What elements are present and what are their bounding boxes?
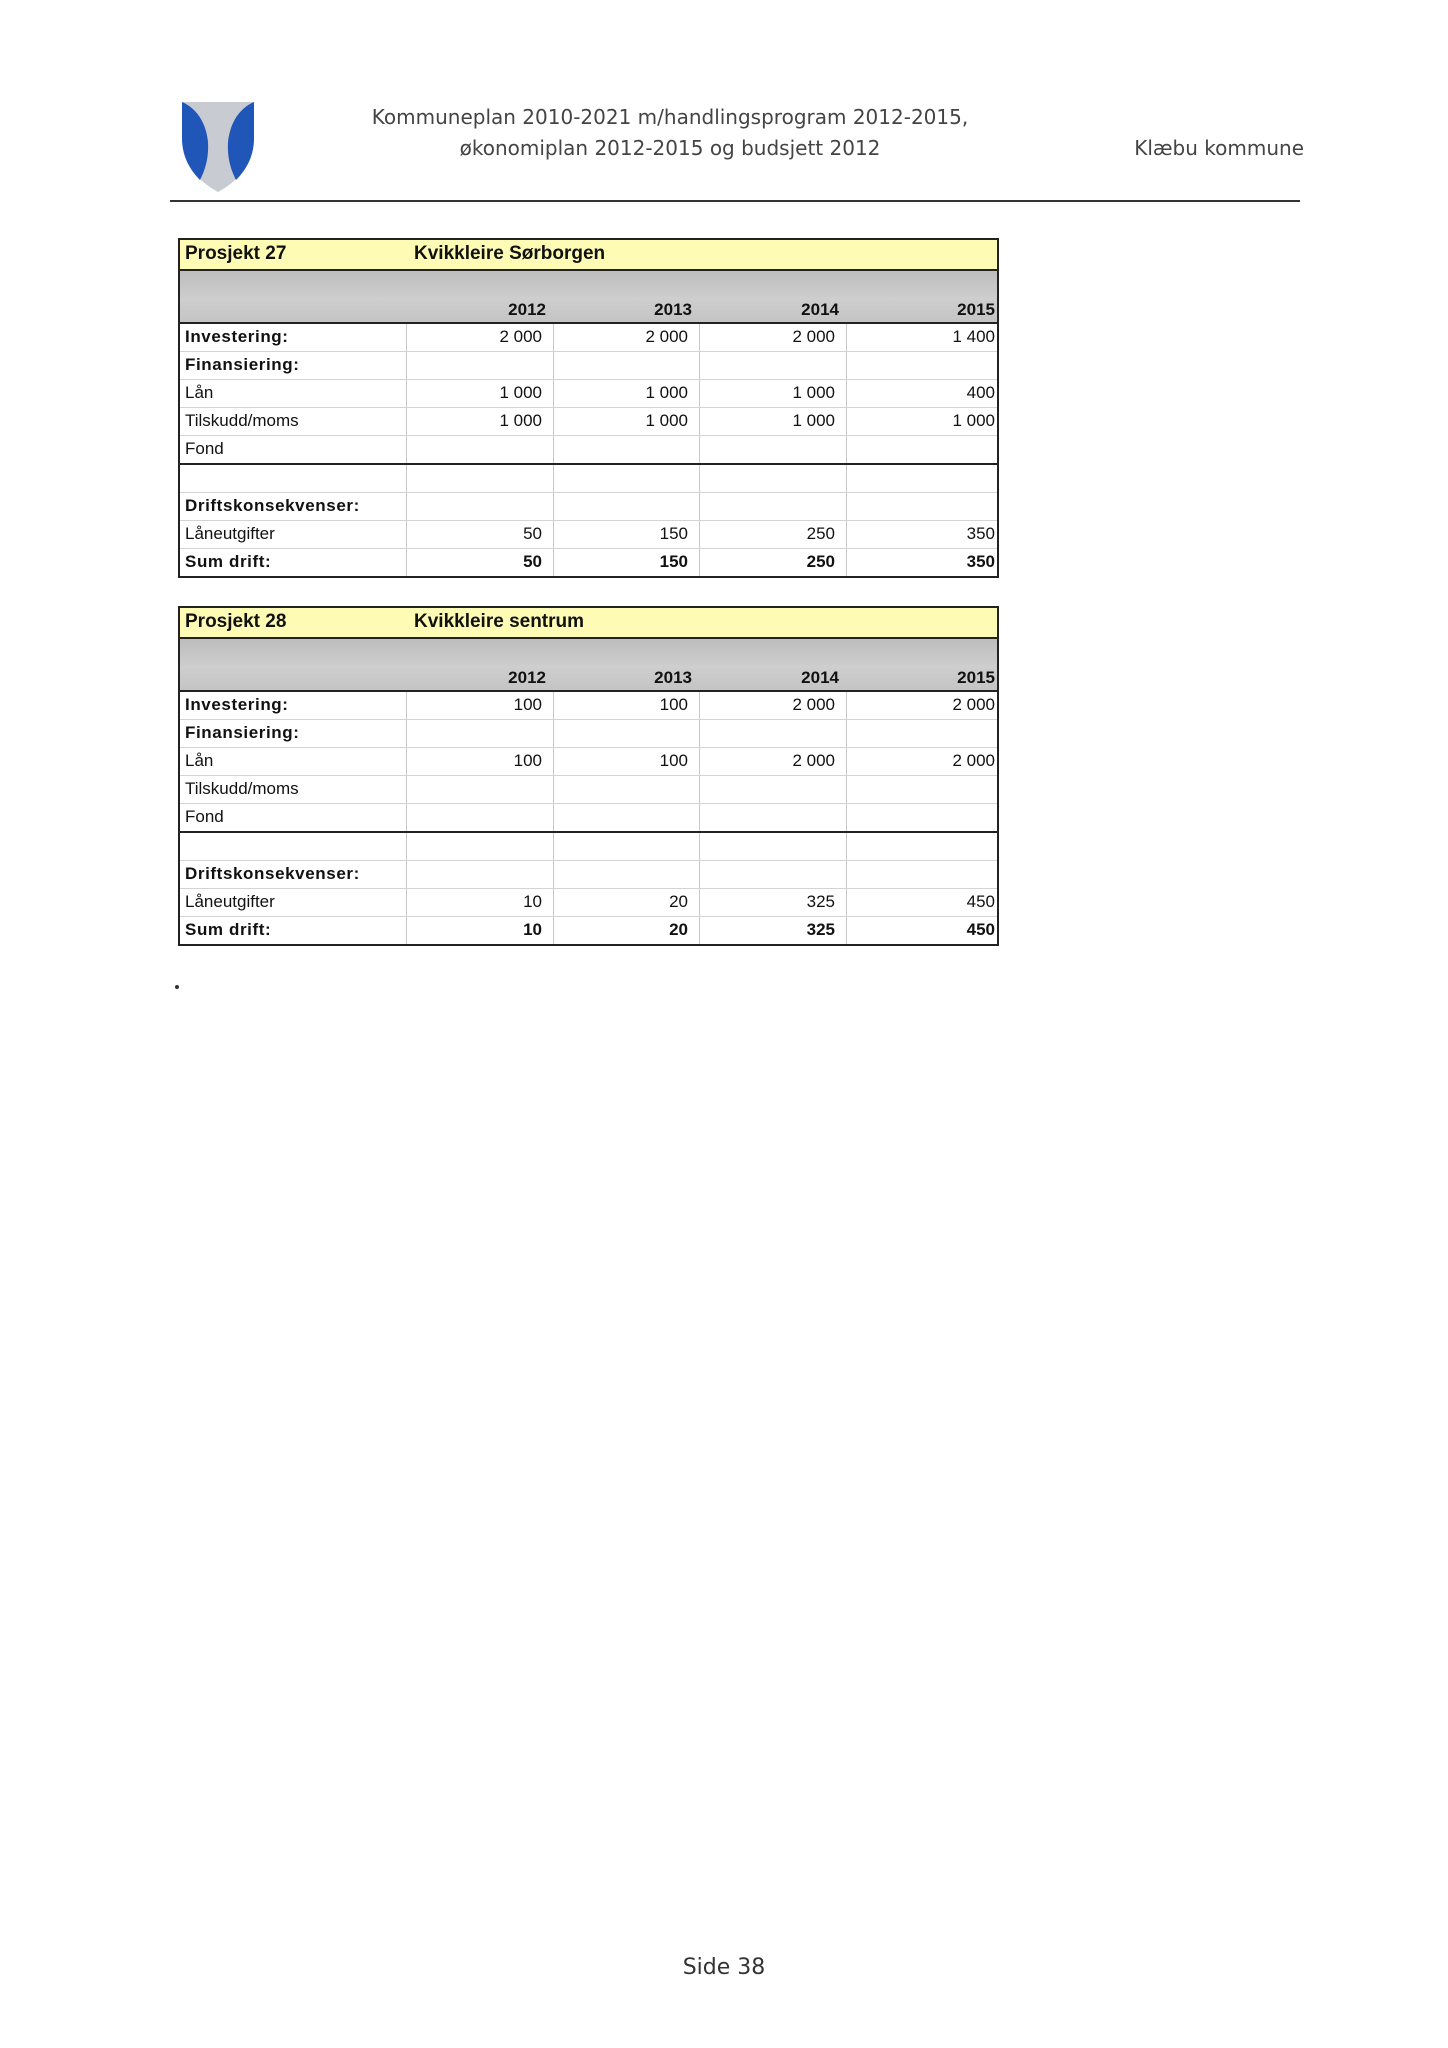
row-investering [180, 692, 997, 720]
cell-value: 250 [806, 552, 835, 571]
row-spacer [180, 465, 997, 493]
cell-value: 400 [966, 383, 995, 402]
row-label: Sum drift: [185, 920, 272, 939]
cell-value: 10 [523, 892, 542, 911]
row-sum-drift [180, 917, 997, 944]
header-divider [170, 200, 1300, 202]
cell-value: 1 400 [952, 327, 995, 346]
cell-value: 100 [659, 695, 688, 714]
cell-value: 350 [966, 552, 995, 571]
cell-value: 100 [513, 695, 542, 714]
row-lan [180, 380, 997, 408]
row-sum-drift [180, 549, 997, 576]
row-label: Lån [185, 383, 214, 402]
row-investering [180, 324, 997, 352]
project-number: Prosjekt 28 [185, 611, 287, 632]
table-body [180, 324, 997, 576]
cell-value: 450 [966, 920, 995, 939]
row-laneutgifter [180, 889, 997, 917]
row-label: Tilskudd/moms [185, 411, 299, 430]
cell-value: 450 [966, 892, 995, 911]
project-title-bar [180, 608, 997, 639]
row-label: Fond [185, 807, 224, 826]
row-laneutgifter [180, 521, 997, 549]
year-label: 2014 [801, 668, 839, 687]
cell-value: 350 [966, 524, 995, 543]
year-label: 2012 [508, 668, 546, 687]
row-spacer [180, 833, 997, 861]
cell-value: 1 000 [499, 383, 542, 402]
row-label: Investering: [185, 695, 289, 714]
row-label: Lån [185, 751, 214, 770]
year-label: 2013 [654, 300, 692, 319]
year-label: 2013 [654, 668, 692, 687]
cell-value: 2 000 [645, 327, 688, 346]
row-label: Finansiering: [185, 355, 300, 374]
cell-value: 2 000 [792, 751, 835, 770]
cell-value: 1 000 [645, 411, 688, 430]
cell-value: 325 [806, 892, 835, 911]
header-title-line1: Kommuneplan 2010-2021 m/handlingsprogram 2012-2015, [371, 105, 969, 129]
cell-value: 1 000 [645, 383, 688, 402]
cell-value: 100 [513, 751, 542, 770]
year-header [180, 639, 997, 692]
year-label: 2015 [957, 300, 995, 319]
cell-value: 250 [806, 524, 835, 543]
cell-value: 1 000 [792, 411, 835, 430]
row-fond [180, 436, 997, 465]
row-lan [180, 748, 997, 776]
row-label: Tilskudd/moms [185, 779, 299, 798]
row-label: Fond [185, 439, 224, 458]
year-label: 2014 [801, 300, 839, 319]
cell-value: 2 000 [792, 327, 835, 346]
cell-value: 50 [523, 552, 542, 571]
cell-value: 10 [523, 920, 542, 939]
cell-value: 150 [659, 524, 688, 543]
cell-value: 50 [523, 524, 542, 543]
project-table [178, 606, 999, 946]
year-label: 2015 [957, 668, 995, 687]
table-body [180, 692, 997, 944]
row-fond [180, 804, 997, 833]
page-number: Side 38 [682, 1955, 766, 1980]
header-title-line2: økonomiplan 2012-2015 og budsjett 2012 [459, 136, 881, 160]
cell-value: 100 [659, 751, 688, 770]
coat-of-arms-icon [178, 98, 258, 194]
cell-value: 2 000 [499, 327, 542, 346]
year-label: 2012 [508, 300, 546, 319]
row-label: Investering: [185, 327, 289, 346]
project-name: Kvikkleire sentrum [414, 611, 585, 632]
bullet-mark [175, 985, 179, 989]
cell-value: 1 000 [499, 411, 542, 430]
cell-value: 325 [806, 920, 835, 939]
row-tilskudd [180, 776, 997, 804]
row-label: Sum drift: [185, 552, 272, 571]
cell-value: 20 [669, 920, 688, 939]
cell-value: 150 [659, 552, 688, 571]
project-name: Kvikkleire Sørborgen [414, 243, 606, 264]
row-finansiering [180, 720, 997, 748]
cell-value: 2 000 [792, 695, 835, 714]
project-number: Prosjekt 27 [185, 243, 287, 264]
cell-value: 2 000 [952, 695, 995, 714]
row-tilskudd [180, 408, 997, 436]
row-finansiering [180, 352, 997, 380]
cell-value: 2 000 [952, 751, 995, 770]
row-driftskonsekvenser [180, 493, 997, 521]
row-driftskonsekvenser [180, 861, 997, 889]
project-table [178, 238, 999, 578]
row-label: Driftskonsekvenser: [185, 864, 360, 883]
cell-value: 20 [669, 892, 688, 911]
row-label: Finansiering: [185, 723, 300, 742]
row-label: Låneutgifter [185, 524, 275, 543]
organization-name: Klæbu kommune [1134, 136, 1304, 160]
row-label: Låneutgifter [185, 892, 275, 911]
year-header [180, 271, 997, 324]
cell-value: 1 000 [792, 383, 835, 402]
cell-value: 1 000 [952, 411, 995, 430]
project-title-bar [180, 240, 997, 271]
row-label: Driftskonsekvenser: [185, 496, 360, 515]
